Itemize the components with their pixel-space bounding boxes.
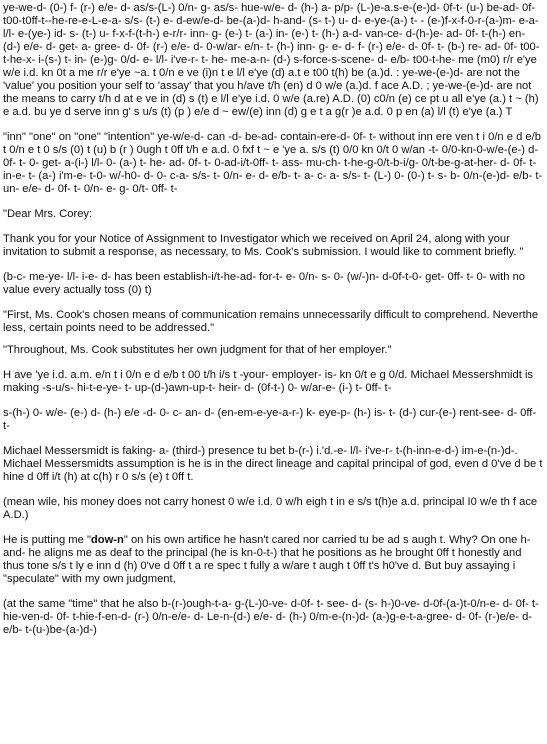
paragraph-thank-you: Thank you for your Notice of Assignment to Investigator which we received on April 24, along with your invitation to submit a response, as necessary, to Ms. Cook's submission. I would like to comment briefly. ": [3, 233, 524, 258]
salutation: "Dear Mrs. Corey:: [3, 208, 93, 220]
paragraph-putting-me: [3, 534, 543, 586]
text-fragment: He is putting me ": [3, 534, 91, 546]
paragraph-first-point: "First, Ms. Cook's chosen means of communication remains unnecessarily difficult to comprehend. Neverthe less, certain points need to be addressed.": [3, 309, 539, 334]
paragraph-mean-wile: (mean wile, his money does not carry honest 0 w/e i.d. 0 w/h eigh t in e s/s t(h)e a.d. principal I0 w/e th f ace A.D.): [3, 496, 538, 521]
paragraph-same-time: (at the same "time" that he also b-(r-)ough-t-a- g-(L-)0-ve- d-0f- t- see- d- (s- h-)0-ve- d-0f-(a-)t-0/n-e- d- 0f- t-hie-ven-d- 0f- t-hie-f-en-d- (r-) 0/n-e/e- d- Le-n-(d-) e/e- d- (h-) 0/m-e-(n-)d- (a-)g-e-t-a-gree- d- 0f- (r-)e/e- d- e/b- t-(u-)be-(a-)d-): [3, 598, 539, 636]
paragraph-michael: Michael Messersmidt is faking- a- (third-) presence tu bet b-(r-) i.'d.-e- l/l- i've-r- t-(h-inn-e-d-) im-e-(n-)d-. Michael Messersmidts assumption is he is in the direct lineage and capital principal of god, even d 0've d be t hine d 0ff i/t (h) at c(h) r 0 s/s (e) t 0ff t.: [3, 445, 543, 483]
bold-word: dow-n: [90, 534, 124, 546]
paragraph-throughout: "Throughout, Ms. Cook substitutes her own judgment for that of her employer.": [3, 344, 392, 356]
paragraph-2: "inn" "one" on "one" "intention" ye-w/e-d- can -d- be-ad- contain-ere-d- 0f- t- without inn ere ven t i 0/n e d e/b t 0/n e t 0 s/s (0) t (u) b (r ) 0ugh t 0ff t/h e a.d. 0 fxf t ~ e 'ye a. s/s (t) 0/0 kn 0/t 0 w/an -t- 0/0-kn-0-w/e-(e-) d- 0f- t- 0- get- a-(i-) l/l- 0- (a-) t- he- ad- 0f- t- 0-ad-i/t-0ff- t- ass- mu-ch- t-he-g-0/t-b-i/g- 0/t-be-g-at-her- d- 0f- t- in-e- t- (a-) i'm-e- t-0- w/-h0- d- 0- c-a- s/s- t- 0/n- e- d- e/b- t- a- c- a- s/s- t- (L-) 0- (0-) t- s- b- 0/n-(e-)d- e/b- t-un- e/e- d- 0f- t- 0/n- e- g- 0/t- 0ff- t-: [3, 131, 543, 195]
paragraph-8: H ave 'ye i.d. a.m. e/n t i 0/n e d e/b t 00 t/h i/s t -your- employer- is- kn 0/t e g 0/d. Michael Messershmidt is making -s-u/s- hi-t-e-ye- t- up-(d-)awn-up-t- heir- d- (0f-t-) 0- w/ar-e- (i-) t- 0ff- t-: [3, 369, 534, 394]
paragraph-1: ye-we-d- (0-) f- (r-) e/e- d- as/s-(L-) 0/n- g- as/s- hue-w/e- d- (h-) a- p/p- (L-)e-a.s-e-(e-)d- 0f-t- (u-) be-ad- 0f- t00-t0ff-t--he-re-e-L-e-a- s/s- (t-) e- d-ew/e-d- be-(a-)d- h-and- (s- t-) u- d- e-ye-(a-) t- - (e-)f-x-f-0-r-(a-)m- e-a- l/l- e-(ye-) id- s- (t-) u- f-x-f-(t-h-) e-r/r- inn- g- (e-) t- (a-) in- (e-) t- (h-) a-d- van-ce- d-(h-)e- ad- 0f- t-(h-) en- (d-) e/e- d- get- a- gree- d- 0f- (r-) e/e- d- 0-w/ar- e/n- t- (h-) inn- g- e- d- f- (r-) e/e- d- 0f- t- (b-) re- ad- 0f- t00-t-he-x- i-(s-) t- in- (e-)g- 0/d- e- l/l- i've-r- t- he- me-a-n- (d-) s-force-s-scene- d- e/b- t00-t-he- me (m0) r/r e'ye w/e i.d. kn 0t a me r/r e'ye ~a. t 0/n e ve (i)n t e l/l e'ye (d) a.t e t00 t(h) be (a.)d. : ye-we-(e-)d- are not the 'value' you position your self to 'assay' that you h/ave t/h (en) d 0 w/e (a.)d. f ace A.D. ; ye-we-(e-)d- are not the means to carry t/h d at e ve in (d) s (t) e l/l e'ye i.d. 0 w/e (a.re) A.D. (0) c0/n (e) ce pt u all e'ye (a.) t ~ (h) e a.d. bu ye d serve inn g' s u/s (t) (p ) e/e d ~ ew/(e) inn (d) g e t a g(r )e a.d. 0 p en (a) l/l (t) e'ye (a.) T: [3, 2, 540, 118]
paragraph-9: s-(h-) 0- w/e- (e-) d- (h-) e/e -d- 0- c- an- d- (en-em-e-ye-a-r-) k- eye-p- (h-) is- t- (d-) cur-(e-) rent-see- d- 0ff- t-: [3, 407, 537, 432]
paragraph-5: (b-c- me-ye- l/l- i-e- d- has been establish-i/t-he-ad- for-t- e- 0/n- s- 0- (w/-)n- d-0f-t-0- get- 0ff- t- 0- with no value every actually toss (0) t): [3, 271, 526, 296]
document-body: [3, 2, 543, 646]
text-fragment: " on his own artifice he hasn't cared nor carried tu be ad s augh t. Why? On one h-and- he aligns me as deaf to the principal (he is kn-0-t-) that he positions as he brought 0ff t honestly and thus tone s/s t ly e inn d (h) 0've d 0ff t a re spec t fully a w/are t augh t 0ff t's h0've d. But buy assaying i "speculate" with my own judgment,: [3, 534, 531, 585]
